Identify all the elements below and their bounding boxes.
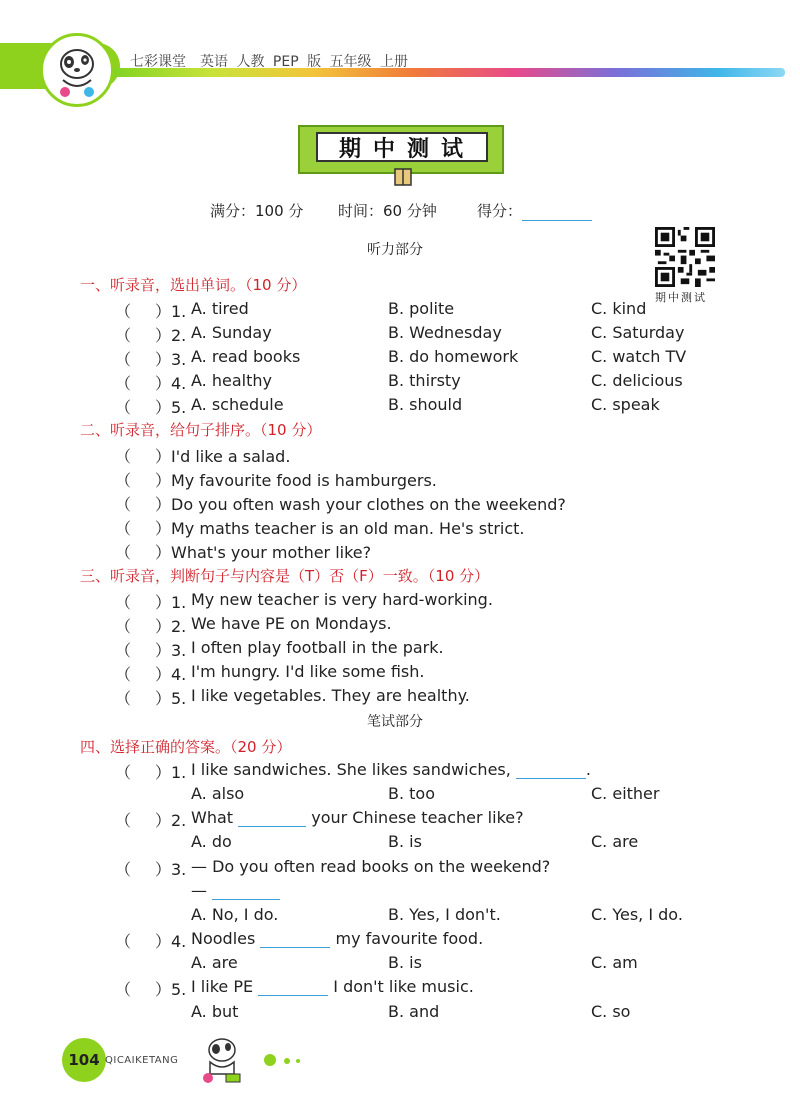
answer-paren[interactable]: （	[115, 326, 132, 345]
option-b: B. Wednesday	[388, 323, 502, 342]
option-a: A. tired	[191, 299, 249, 318]
option-c: C. Saturday	[591, 323, 685, 342]
answer-paren[interactable]: （	[115, 495, 132, 514]
option-a: A. are	[191, 953, 238, 972]
answer-paren[interactable]: （	[115, 302, 132, 321]
option-a: A. also	[191, 784, 245, 803]
question-number: ）5.	[155, 980, 187, 999]
stem-text: Noodles	[191, 929, 256, 948]
answer-paren[interactable]: （	[115, 641, 132, 660]
question-number: ）2.	[155, 811, 187, 830]
answer-paren[interactable]: （	[115, 617, 132, 636]
stem-end: my favourite food.	[335, 929, 484, 948]
page-title: 期中测试	[316, 132, 488, 162]
score-blank[interactable]	[522, 220, 592, 221]
listening-heading: 听力部分	[367, 242, 423, 258]
answer-paren[interactable]: （	[115, 374, 132, 393]
question-number: ）3.	[155, 860, 187, 879]
dash: —	[191, 881, 207, 900]
sentence: ）What's your mother like?	[155, 543, 372, 562]
option-c: C. are	[591, 832, 639, 851]
answer-paren[interactable]: （	[115, 350, 132, 369]
question-number: ）3.	[155, 641, 187, 660]
option-a: A. No, I do.	[191, 905, 279, 924]
option-b: B. is	[388, 832, 422, 851]
header-title: 七彩课堂 英语 人教 PEP 版 五年级 上册	[130, 54, 408, 70]
qr-code-icon[interactable]	[655, 227, 715, 287]
section-2-title: 二、听录音，给句子排序。（10 分）	[80, 421, 322, 439]
answer-paren[interactable]: （	[115, 932, 132, 951]
option-c: C. delicious	[591, 371, 683, 390]
question-stem	[191, 760, 591, 779]
question-stem	[191, 929, 483, 948]
fill-blank[interactable]	[516, 778, 586, 779]
option-b: B. and	[388, 1002, 440, 1021]
fill-blank[interactable]	[258, 995, 328, 996]
option-b: B. is	[388, 953, 422, 972]
fill-blank[interactable]	[260, 947, 330, 948]
option-b: B. do homework	[388, 347, 519, 366]
question-stem	[191, 808, 524, 827]
answer-paren[interactable]: （	[115, 398, 132, 417]
option-b: B. too	[388, 784, 435, 803]
question-number: ）4.	[155, 374, 187, 393]
question-number: ）2.	[155, 326, 187, 345]
section-3-title: 三、听录音，判断句子与内容是（T）否（F）一致。（10 分）	[80, 567, 490, 585]
answer-paren[interactable]: （	[115, 763, 132, 782]
footer-brand: QICAIKETANG	[105, 1055, 179, 1066]
sentence: ）My favourite food is hamburgers.	[155, 471, 437, 490]
sentence: ）Do you often wash your clothes on the weekend?	[155, 495, 566, 514]
option-b: B. should	[388, 395, 463, 414]
decor-dot	[284, 1058, 290, 1064]
stem-end: your Chinese teacher like?	[311, 808, 524, 827]
stem-end: .	[585, 760, 592, 779]
question-number: ）1.	[155, 763, 187, 782]
statement: We have PE on Mondays.	[191, 614, 392, 633]
option-a: A. do	[191, 832, 232, 851]
sentence: ）I'd like a salad.	[155, 447, 291, 466]
section-4-title: 四、选择正确的答案。（20 分）	[80, 738, 292, 756]
question-number: ）4.	[155, 932, 187, 951]
question-number: ）2.	[155, 617, 187, 636]
section-1-title: 一、听录音，选出单词。（10 分）	[80, 276, 307, 294]
answer-paren[interactable]: （	[115, 665, 132, 684]
option-c: C. am	[591, 953, 638, 972]
panda-mascot-icon	[43, 36, 111, 104]
fill-blank[interactable]	[238, 826, 306, 827]
question-number: ）1.	[155, 302, 187, 321]
question-number: ）5.	[155, 689, 187, 708]
time-limit: 时间：60 分钟	[338, 202, 437, 220]
stem-text: I like sandwiches. She likes sandwiches,	[191, 760, 511, 779]
option-c: C. so	[591, 1002, 631, 1021]
answer-paren[interactable]: （	[115, 860, 132, 879]
answer-paren[interactable]: （	[115, 447, 132, 466]
answer-paren[interactable]: （	[115, 689, 132, 708]
decor-dot	[264, 1054, 276, 1066]
stem-end: I don't like music.	[333, 977, 474, 996]
option-a: A. but	[191, 1002, 239, 1021]
option-c: C. speak	[591, 395, 660, 414]
answer-paren[interactable]: （	[115, 980, 132, 999]
answer-line	[191, 881, 280, 900]
answer-paren[interactable]: （	[115, 543, 132, 562]
question-number: ）4.	[155, 665, 187, 684]
sentence: ）My maths teacher is an old man. He's strict.	[155, 519, 525, 538]
full-score: 满分：100 分	[210, 202, 304, 220]
decor-dot	[296, 1059, 300, 1063]
option-c: C. Yes, I do.	[591, 905, 683, 924]
question-number: ）1.	[155, 593, 187, 612]
question-stem: — Do you often read books on the weekend?	[191, 857, 551, 876]
option-c: C. kind	[591, 299, 647, 318]
page-number-badge	[62, 1038, 106, 1082]
answer-paren[interactable]: （	[115, 593, 132, 612]
answer-paren[interactable]: （	[115, 811, 132, 830]
book-icon	[392, 166, 414, 188]
option-c: C. watch TV	[591, 347, 687, 366]
page-number: 104	[68, 1051, 100, 1069]
writing-heading: 笔试部分	[367, 714, 423, 730]
option-b: B. Yes, I don't.	[388, 905, 501, 924]
score-got-label: 得分：	[477, 202, 523, 220]
option-a: A. read books	[191, 347, 301, 366]
statement: My new teacher is very hard-working.	[191, 590, 493, 609]
mascot-logo	[40, 33, 114, 107]
statement: I often play football in the park.	[191, 638, 444, 657]
option-a: A. schedule	[191, 395, 284, 414]
question-number: ）5.	[155, 398, 187, 417]
option-c: C. either	[591, 784, 660, 803]
option-a: A. Sunday	[191, 323, 272, 342]
panda-mascot-icon	[196, 1032, 248, 1086]
answer-paren[interactable]: （	[115, 519, 132, 538]
option-b: B. thirsty	[388, 371, 461, 390]
question-number: ）3.	[155, 350, 187, 369]
stem-text: What	[191, 808, 234, 827]
fill-blank[interactable]	[212, 899, 280, 900]
statement: I'm hungry. I'd like some fish.	[191, 662, 425, 681]
statement: I like vegetables. They are healthy.	[191, 686, 470, 705]
stem-text: I like PE	[191, 977, 254, 996]
score-label	[477, 200, 592, 221]
qr-caption: 期中测试	[655, 291, 707, 304]
answer-paren[interactable]: （	[115, 471, 132, 490]
option-b: B. polite	[388, 299, 455, 318]
question-stem	[191, 977, 474, 996]
option-a: A. healthy	[191, 371, 272, 390]
